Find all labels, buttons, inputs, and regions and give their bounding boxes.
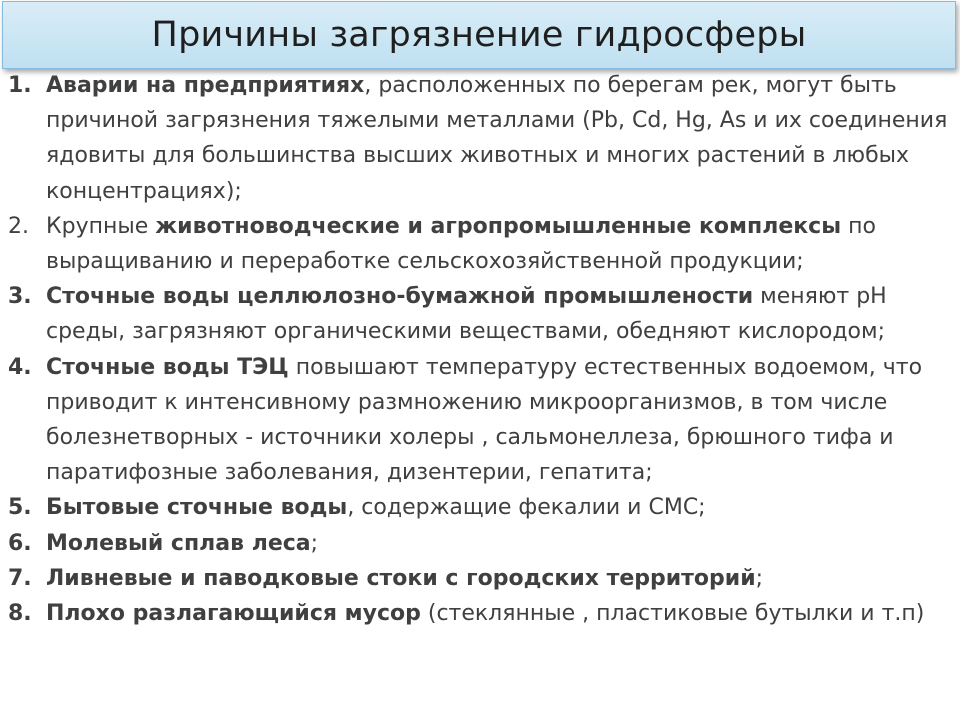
item-heading: Аварии на предприятиях [46,73,365,98]
item-number: 5. [8,495,32,521]
item-heading: Молевый сплав леса [46,530,311,556]
list-item-5 [0,490,960,525]
list-item-8 [0,596,960,631]
title-bar [2,1,956,69]
list-item-6 [0,526,960,561]
item-number: 3. [8,284,32,310]
item-text: меняют рН среды, загрязняют органическими веществами, обедняют кислородом; [46,284,887,345]
item-text: (стеклянные , пластиковые бутылки и т.п) [420,601,925,627]
list-item-4 [0,350,960,491]
item-text: , содержащие фекалии и СМС; [347,495,706,521]
item-number: 1. [8,73,32,98]
list-item-1 [0,68,960,209]
item-prefix: Крупные [46,213,156,239]
item-text: по выращиванию и переработке сельскохозяйственной продукции; [46,213,876,275]
item-text: ; [755,565,764,591]
list-item-3 [0,279,960,349]
item-number: 2. [8,213,29,239]
item-text: , расположенных по берегам рек, могут быть причиной загрязнения тяжелыми металлами (Pb, Cd, Hg, As и их соединения ядовиты для большинства высших животных и многих растений в любых концентрациях); [46,73,948,204]
item-heading: животноводческие и агропромышленные комплексы [155,213,842,239]
slide-title: Причины загрязнение гидросферы [151,15,807,55]
causes-list [0,68,960,631]
list-item-2 [0,209,960,279]
list-item-7 [0,561,960,596]
item-number: 8. [8,601,32,627]
item-heading: Плохо разлагающийся мусор [46,601,421,627]
item-text: ; [310,530,319,556]
item-heading: Ливневые и паводковые стоки с городских территорий [46,565,756,591]
item-heading: Бытовые сточные воды [46,495,348,521]
item-number: 4. [8,354,32,380]
item-number: 6. [8,530,32,556]
item-text: повышают температуру естественных водоемом, что приводит к интенсивному размножению микроорганизмов, в том числе болезнетворных - источники холеры , сальмонеллеза, брюшного тифа и паратифозные заболевания, дизентерии, гепатита; [46,354,923,486]
item-heading: Сточные воды ТЭЦ [46,354,289,380]
item-number: 7. [8,565,32,591]
item-heading: Сточные воды целлюлозно-бумажной промышлености [46,284,754,310]
